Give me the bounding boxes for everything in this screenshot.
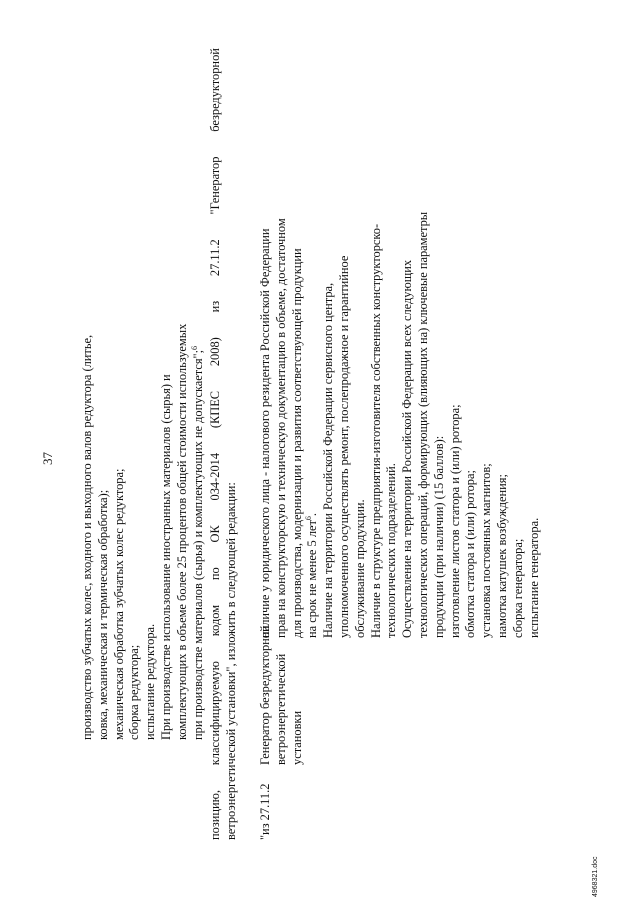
text-line: Наличие в структуре предприятия-изготовителя собственных конструкторско- [368,223,383,638]
text-line: обслуживание продукции. [352,499,367,638]
intro-line-1 [208,48,224,840]
word: "Генератор [208,156,222,215]
word: классифицируемую [208,661,222,766]
text-line: комплектующих в объеме более 25 процентов общей стоимости используемых [174,323,189,740]
text-line: сборка редуктора; [127,644,142,740]
text-line: продукции (при наличии) (15 баллов): [431,435,446,638]
file-name-footer: 4968321.doc [592,856,599,897]
text-line: установка постоянных магнитов; [479,463,494,638]
text-run: на срок не менее 5 лет [305,520,320,638]
text-line: намотка катушек возбуждения; [494,474,509,638]
word: позицию, [208,790,222,840]
text-line: Осуществление на территории Российской Федерации всех следующих [400,259,415,638]
text-line: для производства, модернизации и развития соответствующей продукции [289,248,304,638]
text-line: уполномоченного осуществлять ремонт, послепродажное и гарантийное [336,255,351,638]
text-line: изготовление листов статора и (или) ротора; [447,404,462,638]
word: из [208,300,222,313]
text-line: Генератор безредукторной [258,625,272,765]
text-line: испытание генератора. [526,517,541,638]
text-line: Наличие на территории Российской Федерации сервисного центра, [321,282,336,638]
word: ОК [208,525,222,543]
text-line: установки [289,710,304,765]
word: 2008) [208,337,222,367]
text-line: производство зубчатых колес, входного и выходного валов редуктора (литье, [80,334,94,740]
word: безредукторной [208,48,222,132]
word: по [208,567,222,581]
text-run: при производстве материалов (сырья) и комплектующих не допускается"; [190,349,205,740]
text-line: ковка, механическая и термическая обработка); [95,489,110,740]
intro-paragraph [208,48,240,840]
word: 27.11.2 [208,239,222,277]
page-number: 37 [40,452,55,465]
text-line: наличие у юридического лица - налогового резидента Российской Федерации [258,228,272,638]
text-line: на срок не менее 5 лет$^6$. [304,512,320,638]
text-line: технологических операций, формирующих (влияющих на) ключевые параметры [415,211,430,638]
word: кодом [208,604,222,637]
continuation-text [80,40,206,740]
word: (КПЕС [208,390,222,429]
intro-line-2: ветроэнергетической установки", изложить в следующей редакции: [223,482,238,840]
text-line: технологических подразделений. [384,463,399,638]
text-line: сборка генератора; [510,538,525,638]
text-line: ветроэнергетической [273,653,288,765]
row-product-name [258,625,305,765]
text-line [191,40,207,740]
footnote-mark: 6 [304,516,314,521]
row-requirements [258,38,542,638]
footnote-mark: 6 [189,345,199,350]
text-line: При производстве использование иностранных материалов (сырья) и [158,374,173,740]
text-line: испытание редуктора. [143,623,158,740]
text-line: механическая обработка зубчатых колес редуктора; [111,468,126,740]
text-line: обмотка статора и (или) ротора; [463,470,478,638]
word: 034-2014 [208,452,222,501]
row-code: "из 27.11.2 [258,783,272,840]
text-line: прав на конструкторскую и техническую документацию в объеме, достаточном [273,218,288,638]
